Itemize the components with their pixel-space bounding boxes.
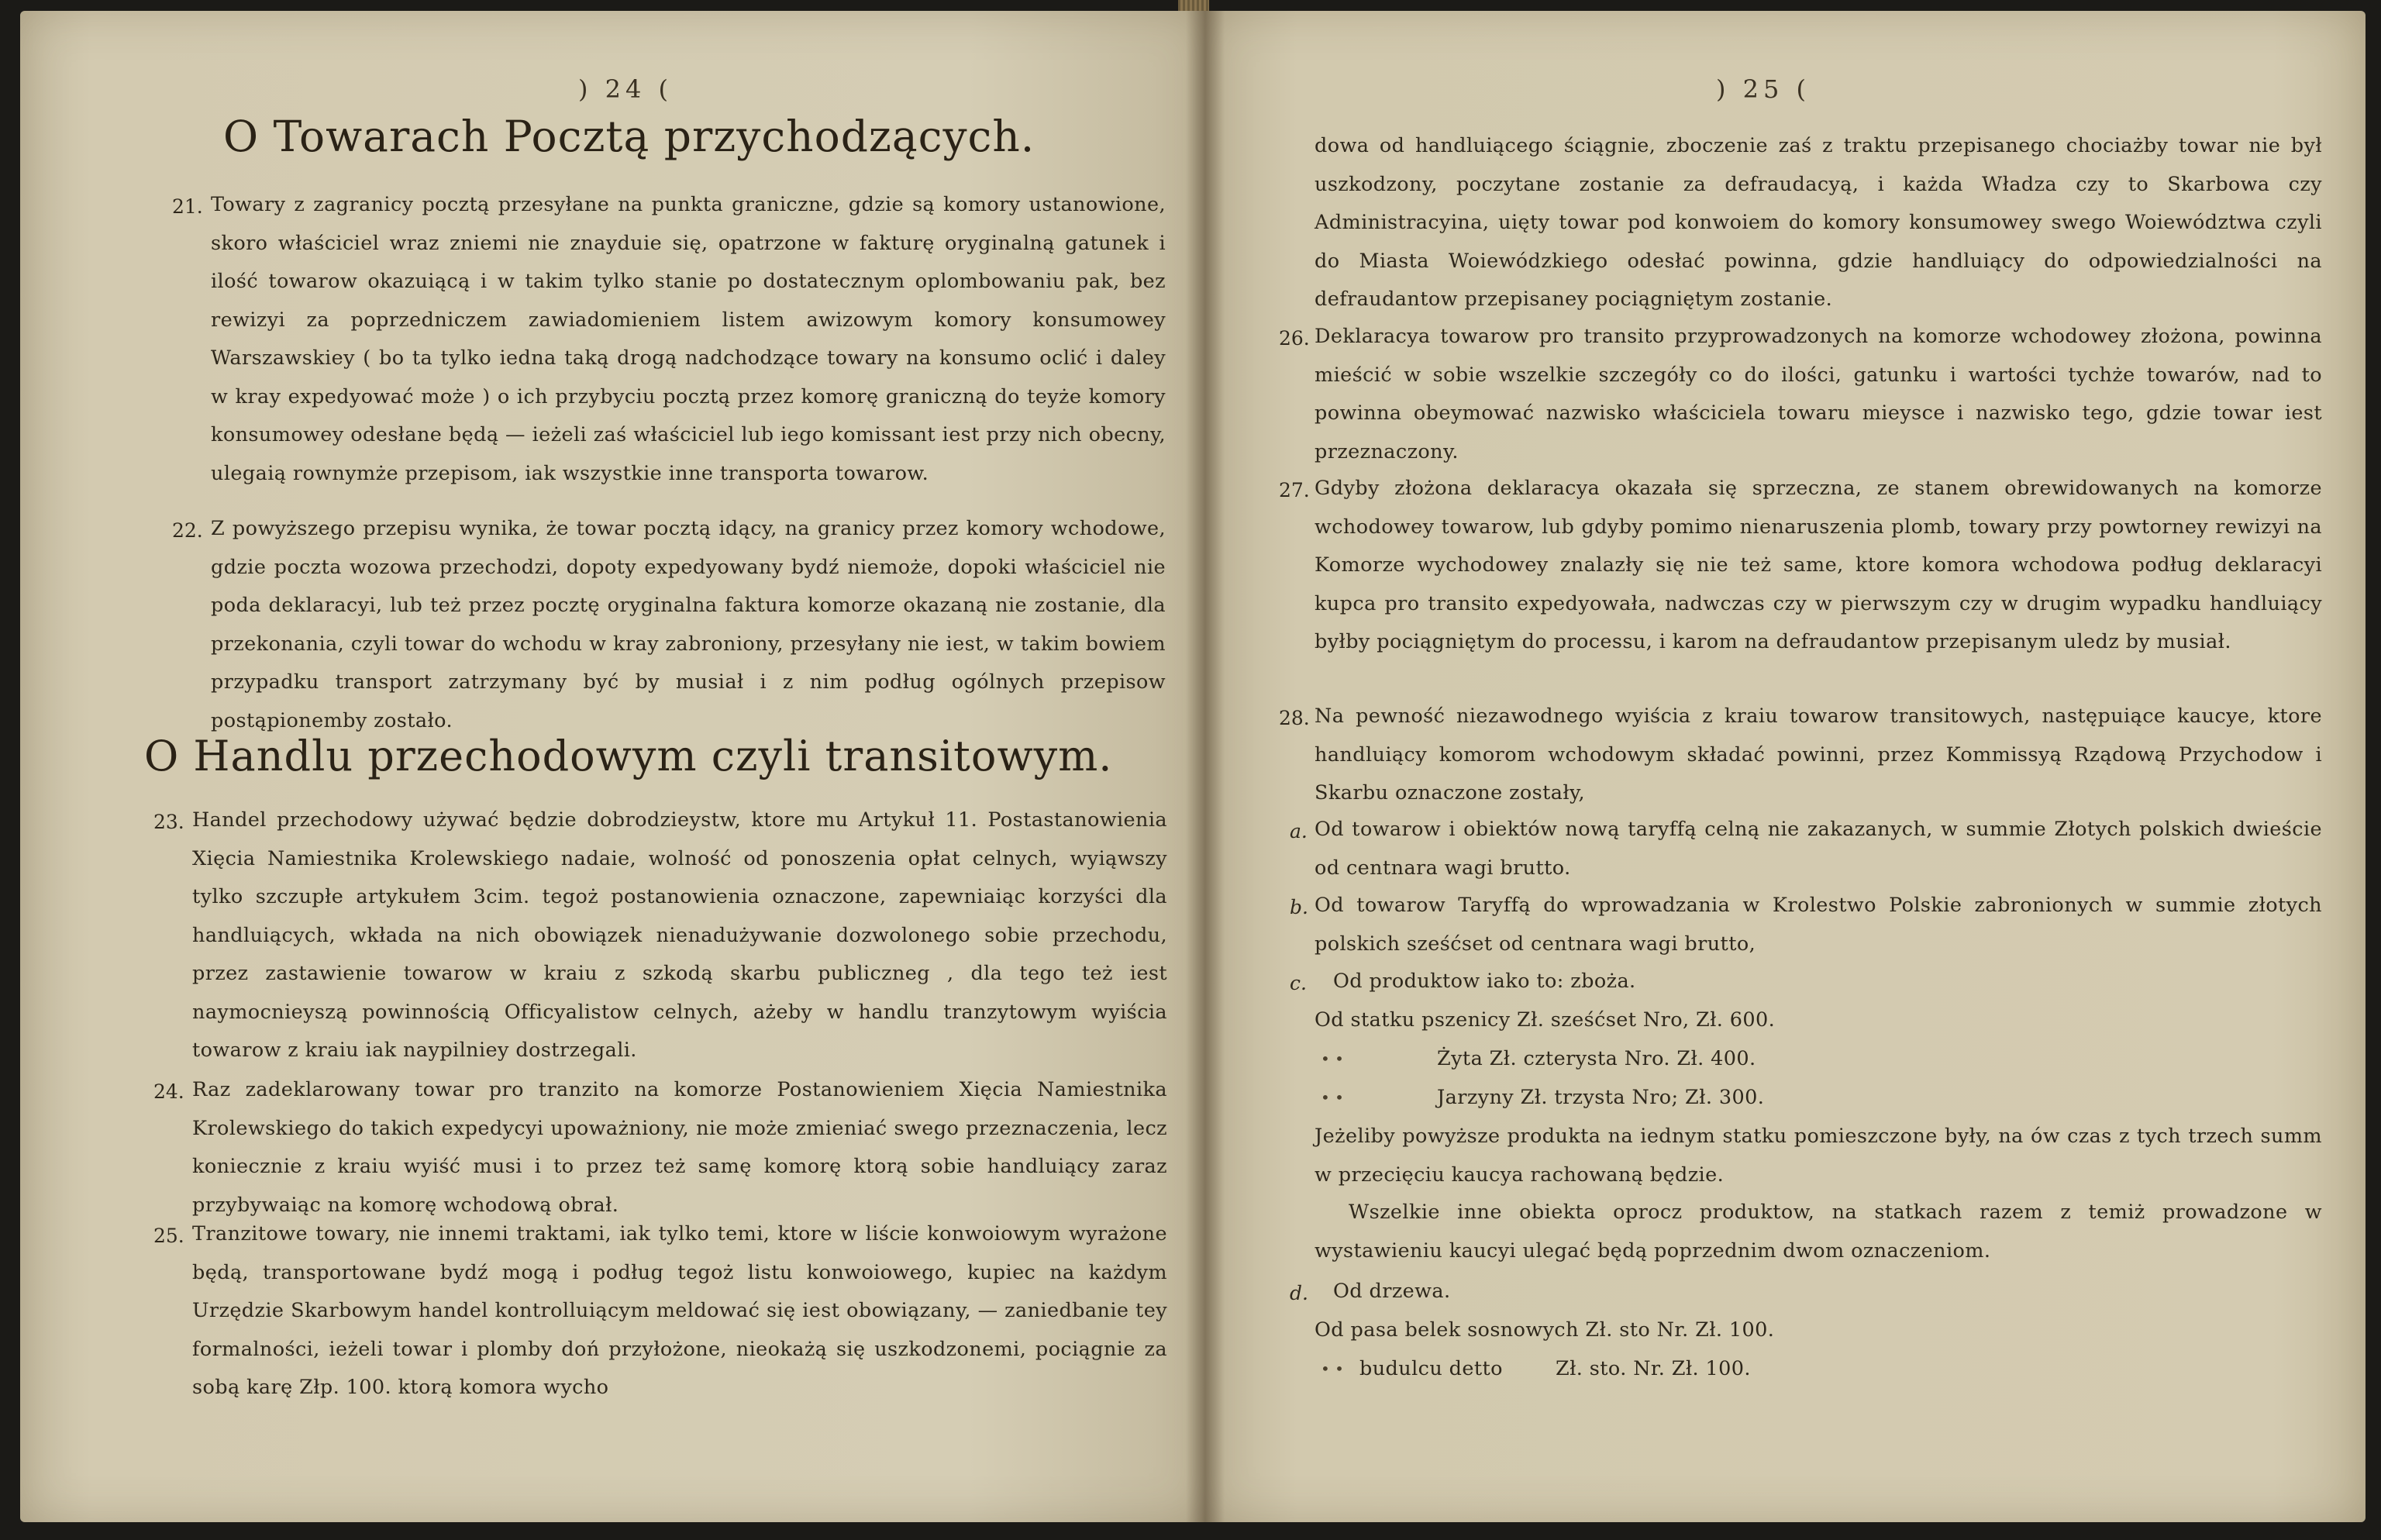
paragraph-number-21: 21. [172, 195, 203, 218]
paragraph-24: Raz zadeklarowany towar pro tranzito na komorze Postanowieniem Xięcia Namiestnika Krolewskiego do takich expedycyi upoważniony, nie może zmieniać swego przeznaczenia, lecz koniecznie z kraiu wyiść musi i to przez też samę komorę ktorą sobie handluiący zaraz przybywaiąc na komorę wchodową obrał. [192, 1078, 1167, 1217]
paragraph-25-continued: dowa od handluiącego ściągnie, zboczenie zaś z traktu przepisanego chociażby towar nie był uszkodzony, poczytane zostanie za defraudacyą, i każda Władza czy to Skarbowa czy Administracyina, uięty towar pod konwoiem do komory konsumowey swego Woiewództwa czyli do Miasta Woiewódzkiego odesłać powinna, gdzie handluiący do odpowiedzialności na defraudantow przepisaney pociągniętym zostanie. [1315, 134, 2322, 311]
item-c-remark: Jeżeliby powyższe produkta na iednym statku pomieszczone były, na ów czas z tych trzech summ w przecięciu kaucya rachowaną będzie. [1315, 1125, 2322, 1187]
heading-towary-poczta: O Towarach Pocztą przychodzących. [223, 112, 1035, 161]
ditto-marks-jarzyny: • • [1321, 1088, 1344, 1107]
paragraph-number-23: 23. [153, 811, 184, 833]
item-c-text: Od produktow iako to: zboża. [1333, 970, 1636, 993]
paragraph-number-28: 28. [1279, 707, 1310, 729]
heading-handel-przechodowy: O Handlu przechodowym czyli transitowym. [144, 732, 1113, 780]
book-gutter [1186, 11, 1225, 1522]
paragraph-number-22: 22. [172, 519, 203, 542]
item-d-line-budulec: budulcu detto Zł. sto. Nr. Zł. 100. [1359, 1357, 1751, 1380]
item-d-text: Od drzewa. [1333, 1280, 1451, 1303]
item-c-remark-2: Wszelkie inne obiekta oprocz produktow, na statkach razem z temiż prowadzone w wystawieniu kaucyi ulegać będą poprzednim dwom oznaczeniom. [1315, 1201, 2322, 1263]
paragraph-25: Tranzitowe towary, nie innemi traktami, iak tylko temi, ktore w liście konwoiowym wyrażone będą, transportowane bydź mogą i podług tegoż listu konwoiowego, kupiec na każdym Urzędzie Skarbowym handel kontrolluiącym meldować się iest obowiązany, — zaniedbanie tey formalności, ieżeli towar i plomby doń przyłożone, nieokażą się uszkodzonemi, pociągnie za sobą karę Złp. 100. ktorą komora wycho [192, 1222, 1167, 1399]
item-label-a: a. [1290, 820, 1308, 842]
left-page [20, 11, 1204, 1522]
item-c-line-zyta: Żyta Zł. czterysta Nro. Zł. 400. [1437, 1047, 1756, 1070]
paragraph-26: Deklaracya towarow pro transito przyprowadzonych na komorze wchodowey złożona, powinna mieścić w sobie wszelkie szczegóły co do ilości, gatunku i wartości tychże towarów, nad to powinna obeymować nazwisko właściciela towaru mieysce i nazwisko tego, gdzie towar iest przeznaczony. [1315, 325, 2322, 463]
item-label-b: b. [1290, 896, 1308, 918]
paragraph-number-27: 27. [1279, 479, 1310, 501]
item-d-line-belki: Od pasa belek sosnowych Zł. sto Nr. Zł. 100. [1315, 1318, 1775, 1342]
item-c-line-pszenica: Od statku pszenicy Zł. sześćset Nro, Zł. 600. [1315, 1008, 1776, 1032]
paragraph-28: Na pewność niezawodnego wyiścia z kraiu towarow transitowych, następuiące kaucye, ktore handluiący komorom wchodowym składać powinni, przez Kommissyą Rządową Przychodow i Skarbu oznaczone zostały, [1315, 705, 2322, 804]
ditto-marks-budulec: • • [1321, 1359, 1344, 1378]
paragraph-21: Towary z zagranicy pocztą przesyłane na punkta graniczne, gdzie są komory ustanowione, skoro właściciel wraz zniemi nie znayduie się, opatrzone w fakturę oryginalną gatunek i ilość towarow okazuiącą i w takim tylko stanie po dostatecznym oplombowaniu pak, bez rewizyi za poprzedniczem zawiadomieniem listem awizowym komory konsumowey Warszawskiey ( bo ta tylko iedna taką drogą nadchodzące towary na konsumo oclić i daley w kray expedyować może ) o ich przybyciu pocztą przez komorę graniczną do teyże komory konsumowey odesłane będą — ieżeli zaś właściciel lub iego komissant iest przy nich obecny, ulegaią rownymże przepisom, iak wszystkie inne transporta towarow. [211, 193, 1166, 485]
item-b-text: Od towarow Taryffą do wprowadzania w Krolestwo Polskie zabronionych w summie złotych polskich sześćset od centnara wagi brutto, [1315, 894, 2322, 956]
item-label-d: d. [1290, 1282, 1308, 1304]
paragraph-27: Gdyby złożona deklaracya okazała się sprzeczna, ze stanem obrewidowanych na komorze wchodowey towarow, lub gdyby pomimo nienaruszenia plomb, towary przy powtorney rewizyi na Komorze wychodowey znalazły się nie też same, ktore komora wchodowa podług deklaracyi kupca pro transito expedyowała, nadwczas czy w pierwszym czy w drugim wypadku handluiący byłby pociągniętym do processu, i karom na defraudantow przepisanym uledz by musiał. [1315, 477, 2322, 653]
item-a-text: Od towarow i obiektów nową taryffą celną nie zakazanych, w summie Złotych polskich dwieście od centnara wagi brutto. [1315, 818, 2322, 880]
ditto-marks-zyta: • • [1321, 1049, 1344, 1068]
item-c-line-jarzyny: Jarzyny Zł. trzysta Nro; Zł. 300. [1437, 1086, 1765, 1109]
paragraph-number-26: 26. [1279, 327, 1310, 350]
paragraph-number-24: 24. [153, 1080, 184, 1103]
paragraph-23: Handel przechodowy używać będzie dobrodzieystw, ktore mu Artykuł 11. Postastanowienia Xięcia Namiestnika Krolewskiego nadaie, wolność od ponoszenia opłat celnych, wyiąwszy tylko szczupłe artykułem 3cim. tegoż postanowienia oznaczone, zapewniaiąc korzyści dla handluiących, wkłada na nich obowiązek nienadużywanie dozwolonego sobie przechodu, przez zastawienie towarow w kraiu z szkodą skarbu publiczneg , dla tego też iest naymocnieyszą powinnością Officyalistow celnych, ażeby w handlu tranzytowym wyiścia towarow z kraiu iak naypilniey dostrzegali. [192, 808, 1167, 1062]
paragraph-22: Z powyższego przepisu wynika, że towar pocztą idący, na granicy przez komory wchodowe, gdzie poczta wozowa przechodzi, dopoty expedyowany bydź niemoże, dopoki właściciel nie poda deklaracyi, lub też przez pocztę oryginalna faktura komorze okazaną nie zostanie, dla przekonania, czyli towar do wchodu w kray zabroniony, przesyłany nie iest, w takim bowiem przypadku transport zatrzymany być by musiał i z nim podług ogólnych przepisow postąpionemby zostało. [211, 517, 1166, 732]
item-label-c: c. [1290, 972, 1307, 994]
page-number-right: ) 25 ( [1716, 74, 1811, 104]
page-number-left: ) 24 ( [578, 74, 674, 104]
paragraph-number-25: 25. [153, 1225, 184, 1247]
right-page [1204, 11, 2365, 1522]
